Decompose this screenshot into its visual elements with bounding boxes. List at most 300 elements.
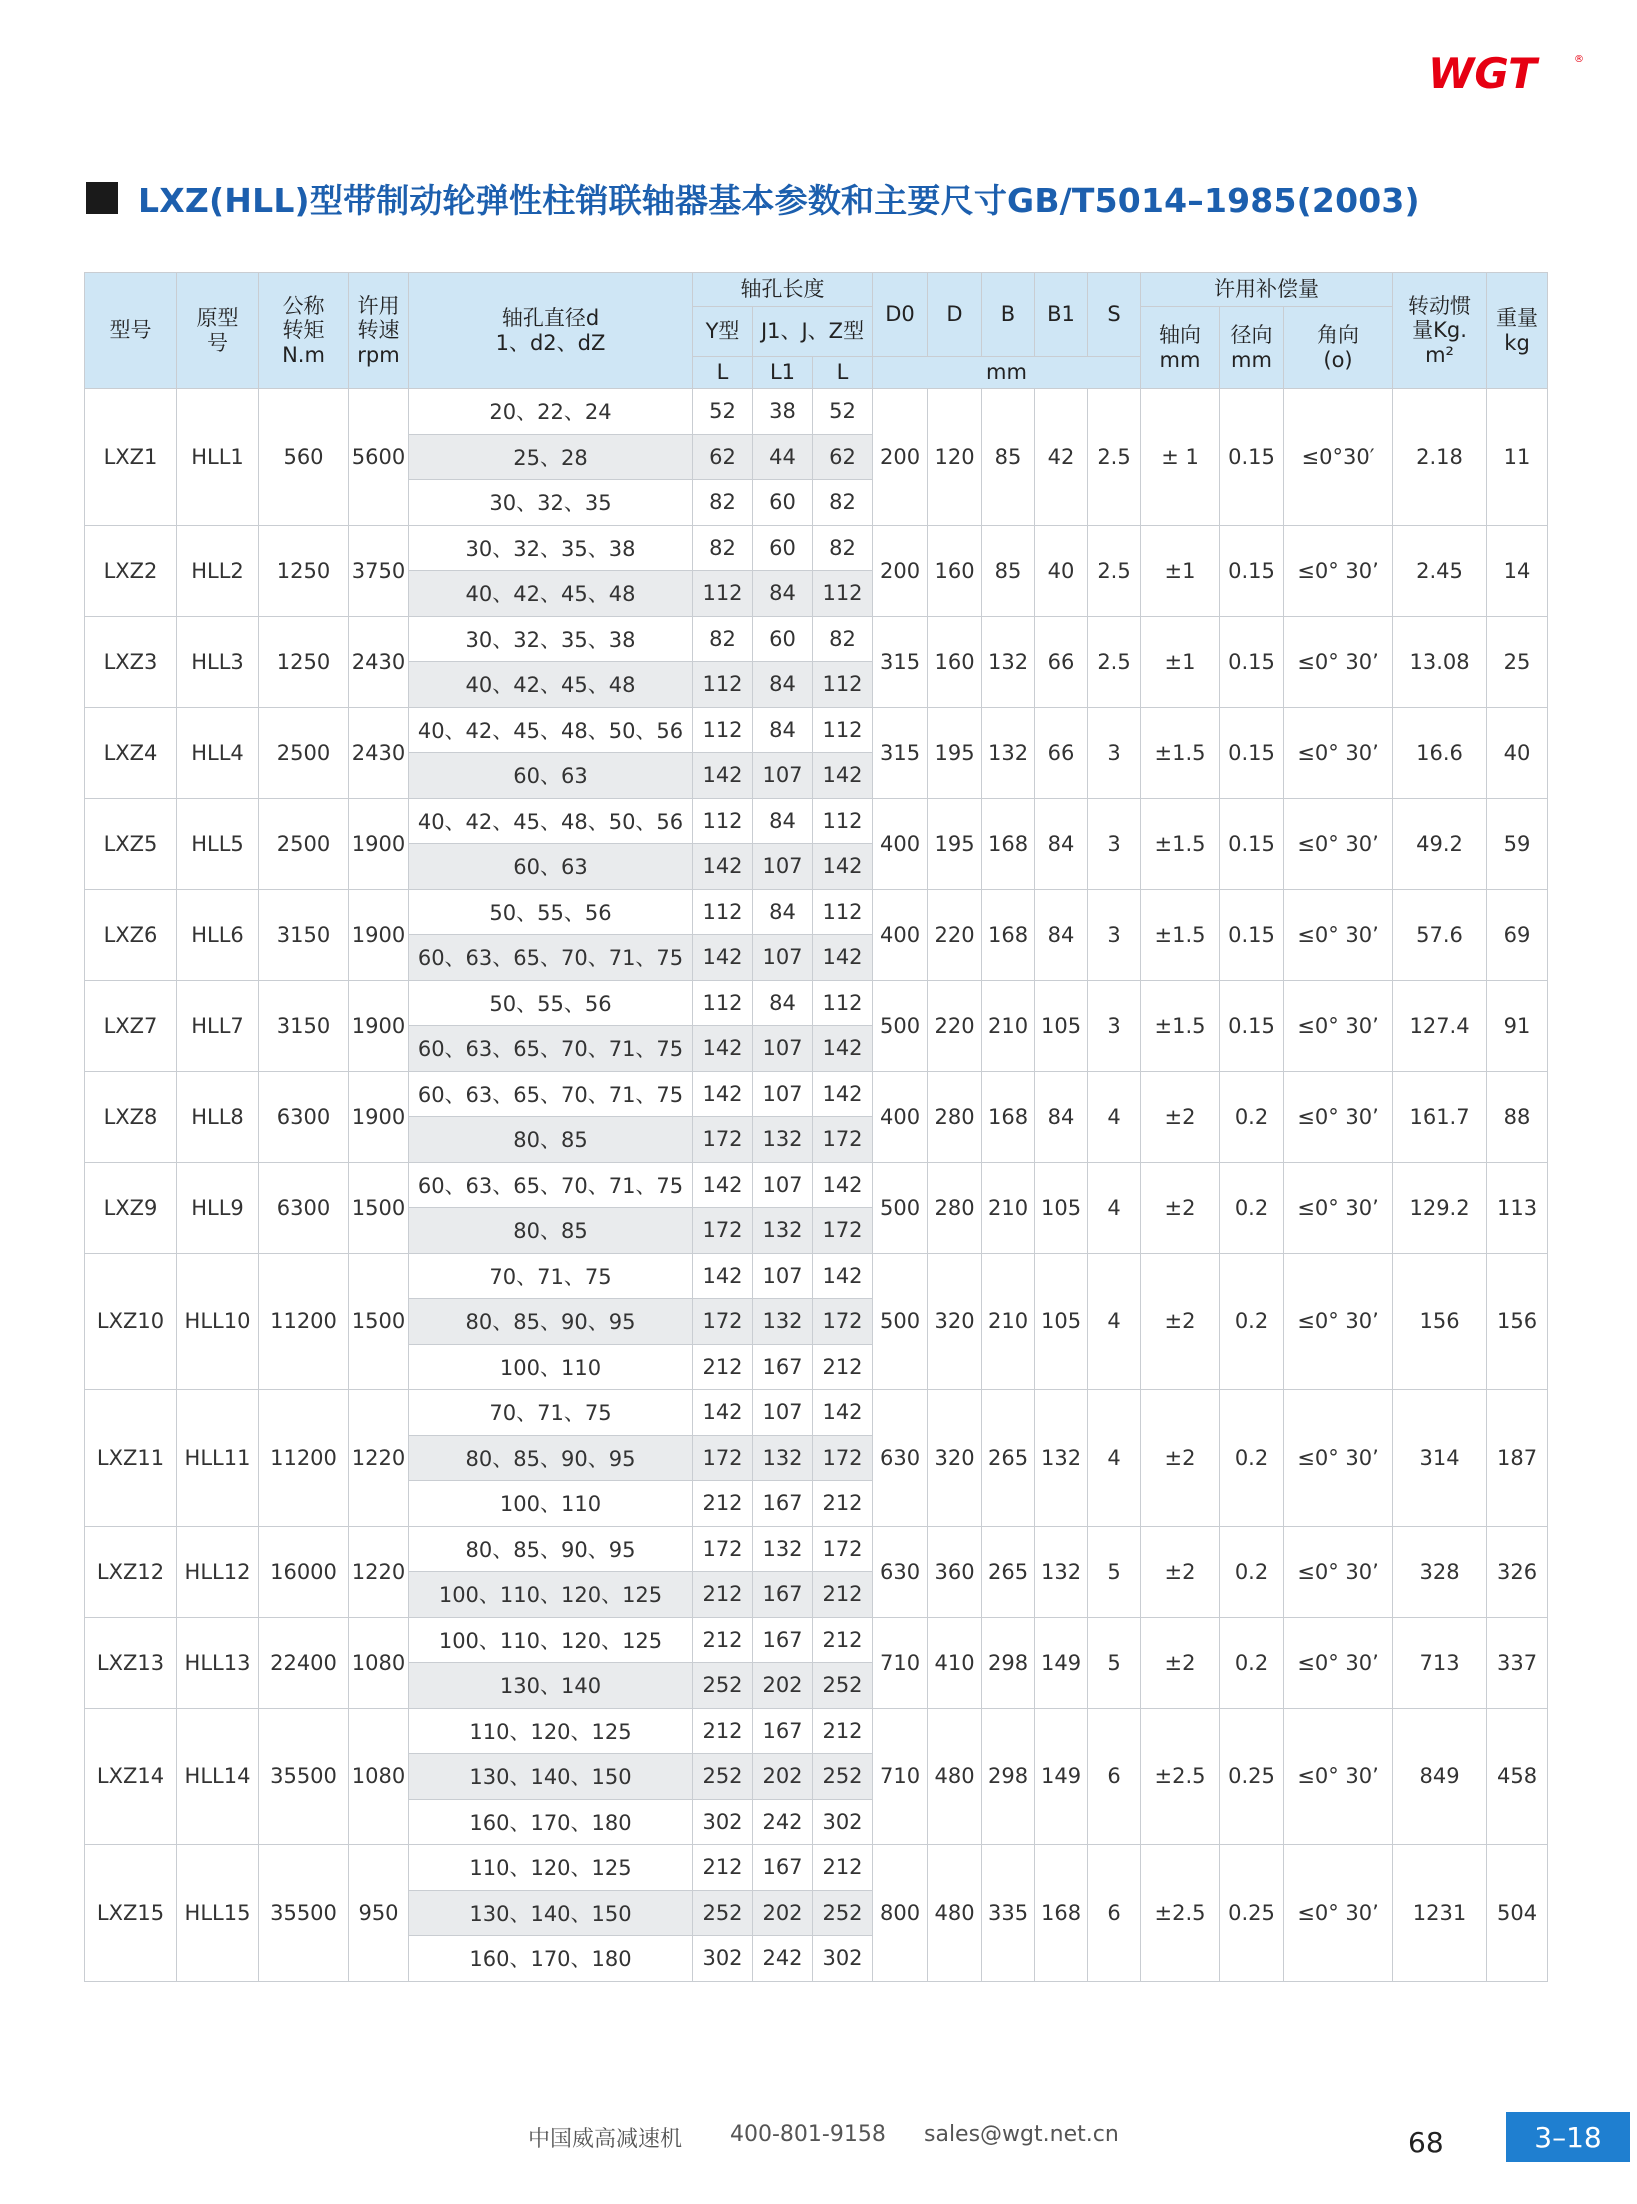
cell-inertia: 849 <box>1393 1708 1487 1845</box>
cell-orig: HLL6 <box>177 889 259 980</box>
table-row <box>85 1845 1548 1891</box>
cell-l1: 167 <box>753 1845 813 1891</box>
cell-bore: 40、42、45、48、50、56 <box>409 798 693 844</box>
cell-l1: 167 <box>753 1344 813 1390</box>
cell-b1: 132 <box>1035 1526 1088 1617</box>
cell-b: 85 <box>982 389 1035 526</box>
cell-l: 142 <box>693 753 753 799</box>
cell-l: 142 <box>693 1390 753 1436</box>
cell-bore: 40、42、45、48 <box>409 662 693 708</box>
cell-b: 132 <box>982 616 1035 707</box>
cell-b1: 42 <box>1035 389 1088 526</box>
cell-torque: 3150 <box>259 889 349 980</box>
cell-l1: 167 <box>753 1572 813 1618</box>
cell-l1: 202 <box>753 1890 813 1936</box>
cell-l1: 84 <box>753 980 813 1026</box>
cell-l1: 202 <box>753 1663 813 1709</box>
table-row <box>85 707 1548 753</box>
registered-mark-icon: ® <box>1574 54 1584 65</box>
cell-l-jz: 112 <box>813 980 873 1026</box>
cell-l-jz: 172 <box>813 1208 873 1254</box>
header-bore-length: 轴孔长度 <box>693 273 873 307</box>
table-row <box>85 1708 1548 1754</box>
cell-bore: 50、55、56 <box>409 889 693 935</box>
cell-l-jz: 252 <box>813 1663 873 1709</box>
cell-l1: 132 <box>753 1299 813 1345</box>
cell-weight: 14 <box>1487 525 1548 616</box>
cell-bore: 110、120、125 <box>409 1708 693 1754</box>
cell-d0: 315 <box>873 616 928 707</box>
header-d0: D0 <box>873 273 928 357</box>
cell-l: 212 <box>693 1617 753 1663</box>
footer-email: sales@wgt.net.cn <box>924 2122 1119 2147</box>
cell-axial: ±1.5 <box>1141 707 1220 798</box>
cell-model: LXZ10 <box>85 1253 177 1390</box>
cell-inertia: 1231 <box>1393 1845 1487 1982</box>
cell-radial: 0.15 <box>1220 616 1284 707</box>
cell-weight: 337 <box>1487 1617 1548 1708</box>
cell-model: LXZ11 <box>85 1390 177 1527</box>
cell-d: 410 <box>928 1617 982 1708</box>
cell-l1: 107 <box>753 844 813 890</box>
cell-l-jz: 212 <box>813 1481 873 1527</box>
cell-inertia: 713 <box>1393 1617 1487 1708</box>
header-speed <box>349 273 409 389</box>
header-l: L <box>693 357 753 389</box>
cell-b1: 66 <box>1035 707 1088 798</box>
cell-radial: 0.15 <box>1220 707 1284 798</box>
cell-b: 210 <box>982 1253 1035 1390</box>
cell-l: 52 <box>693 389 753 435</box>
cell-model: LXZ7 <box>85 980 177 1071</box>
table-row <box>85 1253 1548 1299</box>
header-speed-text: 许用转速rpm <box>357 294 400 367</box>
cell-inertia: 156 <box>1393 1253 1487 1390</box>
cell-speed: 2430 <box>349 616 409 707</box>
cell-s: 5 <box>1088 1617 1141 1708</box>
cell-torque: 560 <box>259 389 349 526</box>
cell-torque: 2500 <box>259 798 349 889</box>
cell-l1: 132 <box>753 1435 813 1481</box>
cell-l-jz: 302 <box>813 1936 873 1982</box>
cell-weight: 458 <box>1487 1708 1548 1845</box>
cell-l: 142 <box>693 844 753 890</box>
cell-s: 4 <box>1088 1253 1141 1390</box>
cell-model: LXZ3 <box>85 616 177 707</box>
cell-l-jz: 112 <box>813 798 873 844</box>
cell-d: 195 <box>928 798 982 889</box>
cell-b: 132 <box>982 707 1035 798</box>
cell-d0: 710 <box>873 1617 928 1708</box>
page-footer <box>0 2112 1637 2172</box>
cell-orig: HLL5 <box>177 798 259 889</box>
cell-l1: 84 <box>753 707 813 753</box>
cell-inertia: 49.2 <box>1393 798 1487 889</box>
cell-bore: 60、63 <box>409 844 693 890</box>
cell-d0: 200 <box>873 389 928 526</box>
cell-s: 4 <box>1088 1162 1141 1253</box>
cell-model: LXZ6 <box>85 889 177 980</box>
cell-l: 252 <box>693 1663 753 1709</box>
title-bar <box>86 178 1566 218</box>
cell-orig: HLL9 <box>177 1162 259 1253</box>
page-title: LXZ(HLL)型带制动轮弹性柱销联轴器基本参数和主要尺寸GB/T5014–1985(2003) <box>138 180 1420 220</box>
cell-d: 480 <box>928 1708 982 1845</box>
cell-bore: 30、32、35、38 <box>409 616 693 662</box>
cell-radial: 0.25 <box>1220 1845 1284 1982</box>
cell-d0: 630 <box>873 1526 928 1617</box>
cell-s: 3 <box>1088 798 1141 889</box>
cell-l-jz: 142 <box>813 1026 873 1072</box>
cell-weight: 11 <box>1487 389 1548 526</box>
cell-orig: HLL14 <box>177 1708 259 1845</box>
cell-angular: ≤0° 30’ <box>1284 1071 1393 1162</box>
cell-inertia: 127.4 <box>1393 980 1487 1071</box>
cell-speed: 1900 <box>349 889 409 980</box>
cell-b1: 132 <box>1035 1390 1088 1527</box>
cell-l: 212 <box>693 1344 753 1390</box>
wgt-logo <box>1428 48 1588 98</box>
cell-l-jz: 82 <box>813 525 873 571</box>
cell-speed: 1900 <box>349 798 409 889</box>
header-b1: B1 <box>1035 273 1088 357</box>
cell-b1: 149 <box>1035 1708 1088 1845</box>
cell-axial: ±2.5 <box>1141 1708 1220 1845</box>
cell-bore: 70、71、75 <box>409 1253 693 1299</box>
cell-bore: 130、140 <box>409 1663 693 1709</box>
table-header <box>85 273 1548 389</box>
cell-b: 168 <box>982 798 1035 889</box>
cell-bore: 60、63 <box>409 753 693 799</box>
cell-angular: ≤0° 30’ <box>1284 889 1393 980</box>
cell-speed: 1500 <box>349 1162 409 1253</box>
cell-l: 212 <box>693 1481 753 1527</box>
cell-weight: 40 <box>1487 707 1548 798</box>
cell-l-jz: 172 <box>813 1117 873 1163</box>
cell-s: 2.5 <box>1088 616 1141 707</box>
cell-speed: 1500 <box>349 1253 409 1390</box>
cell-l-jz: 112 <box>813 889 873 935</box>
cell-axial: ±1.5 <box>1141 980 1220 1071</box>
cell-l1: 132 <box>753 1526 813 1572</box>
cell-l-jz: 62 <box>813 434 873 480</box>
cell-orig: HLL13 <box>177 1617 259 1708</box>
header-axial-text: 轴向mm <box>1159 323 1202 372</box>
cell-b1: 168 <box>1035 1845 1088 1982</box>
cell-torque: 35500 <box>259 1708 349 1845</box>
cell-orig: HLL7 <box>177 980 259 1071</box>
cell-l-jz: 172 <box>813 1435 873 1481</box>
cell-l: 112 <box>693 707 753 753</box>
cell-orig: HLL11 <box>177 1390 259 1527</box>
cell-s: 2.5 <box>1088 389 1141 526</box>
cell-l: 212 <box>693 1572 753 1618</box>
cell-model: LXZ8 <box>85 1071 177 1162</box>
cell-axial: ±2 <box>1141 1617 1220 1708</box>
cell-axial: ±2 <box>1141 1253 1220 1390</box>
cell-l1: 38 <box>753 389 813 435</box>
cell-d0: 315 <box>873 707 928 798</box>
cell-l-jz: 212 <box>813 1344 873 1390</box>
cell-d: 120 <box>928 389 982 526</box>
cell-l1: 107 <box>753 1390 813 1436</box>
header-bore-text: 轴孔直径d1、d2、dZ <box>495 306 606 355</box>
cell-orig: HLL1 <box>177 389 259 526</box>
cell-weight: 25 <box>1487 616 1548 707</box>
cell-b1: 84 <box>1035 798 1088 889</box>
cell-orig: HLL15 <box>177 1845 259 1982</box>
cell-speed: 1220 <box>349 1390 409 1527</box>
cell-weight: 113 <box>1487 1162 1548 1253</box>
cell-radial: 0.15 <box>1220 389 1284 526</box>
cell-bore: 80、85 <box>409 1208 693 1254</box>
cell-l1: 60 <box>753 525 813 571</box>
cell-speed: 5600 <box>349 389 409 526</box>
cell-angular: ≤0° 30’ <box>1284 1526 1393 1617</box>
cell-d0: 400 <box>873 1071 928 1162</box>
header-compensation: 许用补偿量 <box>1141 273 1393 307</box>
cell-torque: 11200 <box>259 1253 349 1390</box>
cell-l-jz: 142 <box>813 1253 873 1299</box>
cell-bore: 160、170、180 <box>409 1799 693 1845</box>
cell-d: 280 <box>928 1162 982 1253</box>
table-row <box>85 889 1548 935</box>
cell-l1: 107 <box>753 1026 813 1072</box>
cell-inertia: 2.45 <box>1393 525 1487 616</box>
header-inertia-text: 转动惯量Kg.m² <box>1408 294 1472 367</box>
cell-bore: 60、63、65、70、71、75 <box>409 935 693 981</box>
cell-l-jz: 82 <box>813 616 873 662</box>
table-row <box>85 616 1548 662</box>
cell-axial: ± 1 <box>1141 389 1220 526</box>
cell-axial: ±2 <box>1141 1390 1220 1527</box>
cell-l1: 132 <box>753 1208 813 1254</box>
cell-model: LXZ2 <box>85 525 177 616</box>
cell-l1: 60 <box>753 480 813 526</box>
cell-l-jz: 142 <box>813 1390 873 1436</box>
cell-l-jz: 112 <box>813 571 873 617</box>
cell-angular: ≤0° 30’ <box>1284 707 1393 798</box>
cell-weight: 187 <box>1487 1390 1548 1527</box>
cell-axial: ±2 <box>1141 1162 1220 1253</box>
cell-l: 112 <box>693 798 753 844</box>
cell-axial: ±2 <box>1141 1526 1220 1617</box>
table-row <box>85 1526 1548 1572</box>
cell-bore: 40、42、45、48 <box>409 571 693 617</box>
cell-l1: 84 <box>753 889 813 935</box>
cell-radial: 0.2 <box>1220 1071 1284 1162</box>
cell-l: 142 <box>693 1026 753 1072</box>
cell-bore: 25、28 <box>409 434 693 480</box>
cell-radial: 0.2 <box>1220 1162 1284 1253</box>
cell-d0: 800 <box>873 1845 928 1982</box>
cell-bore: 130、140、150 <box>409 1890 693 1936</box>
footer-phone: 400-801-9158 <box>730 2122 886 2147</box>
cell-angular: ≤0° 30’ <box>1284 1708 1393 1845</box>
cell-l-jz: 212 <box>813 1617 873 1663</box>
cell-angular: ≤0° 30’ <box>1284 980 1393 1071</box>
cell-l-jz: 112 <box>813 707 873 753</box>
cell-bore: 160、170、180 <box>409 1936 693 1982</box>
cell-inertia: 129.2 <box>1393 1162 1487 1253</box>
cell-l-jz: 142 <box>813 1162 873 1208</box>
cell-model: LXZ14 <box>85 1708 177 1845</box>
cell-d: 160 <box>928 616 982 707</box>
cell-speed: 1900 <box>349 980 409 1071</box>
title-bullet-icon <box>86 182 118 214</box>
cell-speed: 2430 <box>349 707 409 798</box>
cell-d: 320 <box>928 1253 982 1390</box>
cell-l1: 107 <box>753 753 813 799</box>
cell-d0: 500 <box>873 1162 928 1253</box>
cell-speed: 1080 <box>349 1708 409 1845</box>
cell-torque: 22400 <box>259 1617 349 1708</box>
cell-d: 220 <box>928 889 982 980</box>
cell-l: 112 <box>693 571 753 617</box>
cell-torque: 1250 <box>259 525 349 616</box>
cell-orig: HLL3 <box>177 616 259 707</box>
cell-torque: 6300 <box>259 1162 349 1253</box>
cell-radial: 0.2 <box>1220 1253 1284 1390</box>
cell-speed: 950 <box>349 1845 409 1982</box>
cell-axial: ±2 <box>1141 1071 1220 1162</box>
cell-l: 172 <box>693 1526 753 1572</box>
header-angular-text: 角向(o) <box>1317 323 1360 372</box>
cell-bore: 100、110、120、125 <box>409 1617 693 1663</box>
cell-angular: ≤0° 30’ <box>1284 525 1393 616</box>
cell-b: 335 <box>982 1845 1035 1982</box>
cell-d0: 200 <box>873 525 928 616</box>
cell-b1: 149 <box>1035 1617 1088 1708</box>
cell-weight: 88 <box>1487 1071 1548 1162</box>
cell-b: 265 <box>982 1390 1035 1527</box>
cell-axial: ±1.5 <box>1141 798 1220 889</box>
table-row <box>85 1617 1548 1663</box>
cell-inertia: 57.6 <box>1393 889 1487 980</box>
cell-torque: 2500 <box>259 707 349 798</box>
cell-s: 5 <box>1088 1526 1141 1617</box>
cell-l1: 242 <box>753 1936 813 1982</box>
cell-speed: 1080 <box>349 1617 409 1708</box>
header-weight-text: 重量kg <box>1496 306 1539 355</box>
header-inertia <box>1393 273 1487 389</box>
cell-bore: 110、120、125 <box>409 1845 693 1891</box>
cell-b: 298 <box>982 1708 1035 1845</box>
cell-angular: ≤0° 30’ <box>1284 1162 1393 1253</box>
table-row <box>85 1390 1548 1436</box>
cell-l: 82 <box>693 480 753 526</box>
cell-angular: ≤0°30′ <box>1284 389 1393 526</box>
cell-d0: 500 <box>873 1253 928 1390</box>
cell-s: 4 <box>1088 1390 1141 1527</box>
cell-d0: 400 <box>873 889 928 980</box>
header-l1: L1 <box>753 357 813 389</box>
cell-d0: 630 <box>873 1390 928 1527</box>
cell-bore: 20、22、24 <box>409 389 693 435</box>
header-weight <box>1487 273 1548 389</box>
cell-l-jz: 212 <box>813 1708 873 1754</box>
cell-radial: 0.2 <box>1220 1526 1284 1617</box>
cell-torque: 3150 <box>259 980 349 1071</box>
cell-bore: 100、110、120、125 <box>409 1572 693 1618</box>
cell-l: 112 <box>693 889 753 935</box>
cell-model: LXZ15 <box>85 1845 177 1982</box>
cell-b1: 40 <box>1035 525 1088 616</box>
cell-b: 265 <box>982 1526 1035 1617</box>
section-tag: 3–18 <box>1506 2112 1630 2162</box>
cell-l1: 84 <box>753 662 813 708</box>
cell-l: 62 <box>693 434 753 480</box>
cell-l: 212 <box>693 1845 753 1891</box>
header-d: D <box>928 273 982 357</box>
cell-d: 480 <box>928 1845 982 1982</box>
parameter-table-wrap <box>84 272 1547 1982</box>
cell-axial: ±1.5 <box>1141 889 1220 980</box>
cell-inertia: 161.7 <box>1393 1071 1487 1162</box>
cell-l: 142 <box>693 935 753 981</box>
cell-b: 210 <box>982 980 1035 1071</box>
cell-inertia: 314 <box>1393 1390 1487 1527</box>
cell-l-jz: 172 <box>813 1299 873 1345</box>
header-jz-type: J1、J、Z型 <box>753 307 873 357</box>
header-axial <box>1141 307 1220 389</box>
cell-l: 302 <box>693 1799 753 1845</box>
cell-l: 302 <box>693 1936 753 1982</box>
cell-inertia: 16.6 <box>1393 707 1487 798</box>
cell-b1: 105 <box>1035 980 1088 1071</box>
cell-l1: 242 <box>753 1799 813 1845</box>
cell-l-jz: 82 <box>813 480 873 526</box>
cell-angular: ≤0° 30’ <box>1284 1253 1393 1390</box>
cell-radial: 0.15 <box>1220 980 1284 1071</box>
cell-l: 172 <box>693 1299 753 1345</box>
table-row <box>85 980 1548 1026</box>
cell-bore: 130、140、150 <box>409 1754 693 1800</box>
cell-l-jz: 52 <box>813 389 873 435</box>
cell-l-jz: 252 <box>813 1890 873 1936</box>
cell-l-jz: 142 <box>813 935 873 981</box>
cell-weight: 156 <box>1487 1253 1548 1390</box>
cell-bore: 80、85 <box>409 1117 693 1163</box>
cell-d: 195 <box>928 707 982 798</box>
cell-s: 3 <box>1088 889 1141 980</box>
cell-radial: 0.15 <box>1220 798 1284 889</box>
header-orig <box>177 273 259 389</box>
cell-l1: 202 <box>753 1754 813 1800</box>
cell-b: 298 <box>982 1617 1035 1708</box>
cell-l1: 132 <box>753 1117 813 1163</box>
header-radial <box>1220 307 1284 389</box>
cell-d: 160 <box>928 525 982 616</box>
cell-bore: 60、63、65、70、71、75 <box>409 1071 693 1117</box>
cell-l: 112 <box>693 980 753 1026</box>
cell-speed: 3750 <box>349 525 409 616</box>
cell-d0: 400 <box>873 798 928 889</box>
cell-l: 82 <box>693 616 753 662</box>
cell-b: 85 <box>982 525 1035 616</box>
cell-weight: 504 <box>1487 1845 1548 1982</box>
header-s: S <box>1088 273 1141 357</box>
cell-orig: HLL8 <box>177 1071 259 1162</box>
cell-l1: 84 <box>753 571 813 617</box>
cell-l-jz: 302 <box>813 1799 873 1845</box>
cell-l1: 60 <box>753 616 813 662</box>
cell-speed: 1220 <box>349 1526 409 1617</box>
cell-s: 3 <box>1088 707 1141 798</box>
cell-l-jz: 172 <box>813 1526 873 1572</box>
cell-weight: 91 <box>1487 980 1548 1071</box>
cell-s: 3 <box>1088 980 1141 1071</box>
